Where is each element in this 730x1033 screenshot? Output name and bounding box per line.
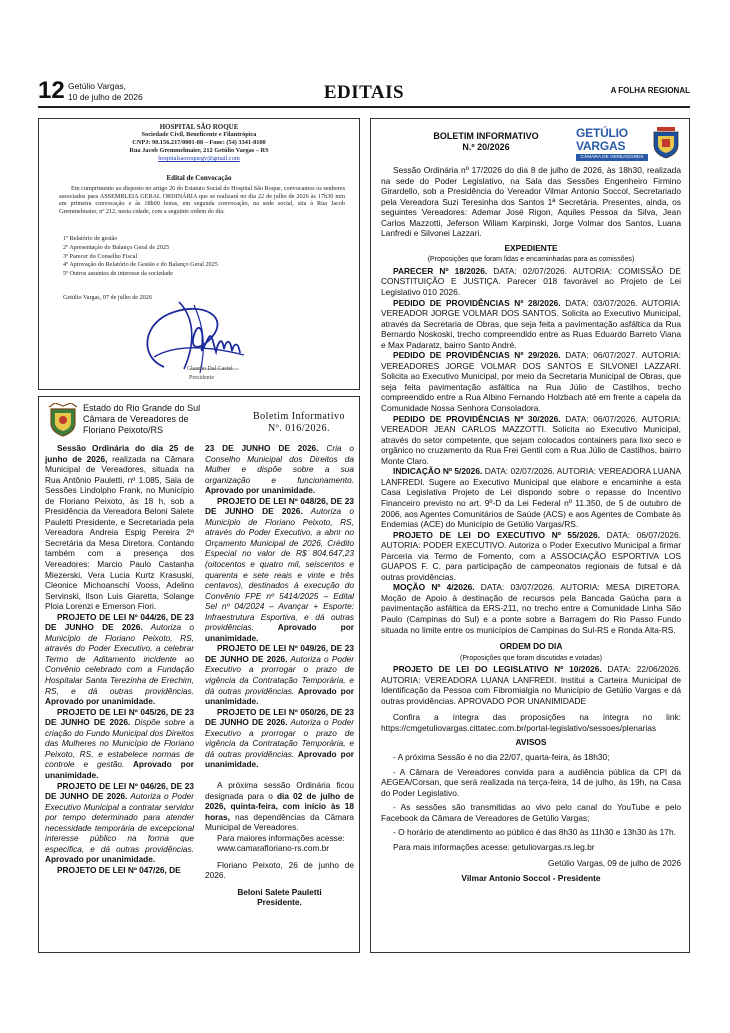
bill-title: PROJETO DE LEI Nº 044/26, DE 23 DE JUNHO DE 2026.: [45, 611, 194, 633]
hospital-subtitle: Sociedade Civil, Beneficente e Filantrópica: [141, 131, 257, 138]
section-title: EDITAIS: [323, 82, 405, 103]
bill-result: Aprovado por unanimidade.: [205, 748, 354, 770]
bill-title: PROJETO DE LEI Nº 048/26, DE 23 DE JUNHO DE 2026.: [205, 495, 354, 517]
expediente-item: [381, 466, 681, 529]
bill-paragraph: [45, 612, 194, 707]
expediente-item: [381, 414, 681, 467]
item-title: PEDIDO DE PROVIDÊNCIAS Nº 30/2026.: [393, 413, 561, 424]
state-name: Estado do Rio Grande do Sul: [83, 403, 201, 413]
item-title: PARECER Nº 18/2026.: [393, 265, 488, 276]
newspaper-name: A FOLHA REGIONAL: [610, 86, 690, 95]
edital-title: Edital de Convocação: [166, 174, 232, 182]
bill-title: PROJETO DE LEI Nº 046/26, DE 23 DE JUNHO DE 2026.: [45, 780, 194, 802]
item-text: DATA: 02/07/2026. AUTORIA: VEREADORA LUANA LANFREDI. Sugere ao Executivo Municipal que elabore e encaminhe a esta Casa Legislativa Projeto de Lei dispondo sobre o repasse do Incentivo Financeiro previsto no art. 9º-D da Lei Federal nº 11.350, de 5 de outubro de 2006, aos Agentes Comunitários de Saúde (ACS) e aos Agentes de Combate às Endemias (ACE) do Município de Getúlio Vargas/RS.: [381, 466, 681, 530]
bill-result: Aprovado por unanimidade.: [205, 485, 316, 496]
bill-title: PROJETO DE LEI Nº 047/26, DE: [57, 864, 181, 875]
item-text: DATA: 06/07/2026. AUTORIA: VEREADOR JEAN CARLOS MAZZOTTI. Solicita ao Executivo Municipal, através do setor competente, que sejam colocados containers para lixo seco e orgânico no cruzamento da Rua Frei Gentil com a Rua Júlio de Castilhos, bairro Monte Claro.: [381, 413, 681, 466]
bill-paragraph: [45, 707, 194, 781]
next-session: [205, 780, 354, 833]
bill-paragraph: [45, 781, 194, 865]
item-title: INDICAÇÃO Nº 5/2026.: [393, 466, 483, 477]
more-info-link[interactable]: Para mais informações acesse: getuliovargas.rs.leg.br: [393, 841, 595, 852]
hospital-letterhead: [39, 123, 359, 163]
city-name: Floriano Peixoto/RS: [83, 425, 164, 435]
bill-title: 23 DE JUNHO DE 2026.: [205, 443, 319, 453]
bill-text: Autoriza o Poder Executivo a prorrogar o prazo de vigência da Contratação Temporária, e dá outras providências.: [205, 717, 354, 759]
city-crest-icon: [651, 127, 681, 159]
bill-title: PROJETO DE LEI Nº 050/26, DE 23 DE JUNHO DE 2026.: [205, 706, 354, 728]
bill-text: Autoriza o Poder Executivo a prorrogar o prazo de vigência da Contratação Temporária, e dá outras providências.: [205, 653, 354, 696]
proposals-link[interactable]: Confira a íntegra das proposições na íntegra no link: https://cmgetuliovargas.cittatec.com.br/portal-legislativo/sessoes/plenarias: [381, 712, 681, 733]
bill-paragraph: [205, 707, 354, 770]
next-session-place: nas dependências da Câmara Municipal de Vereadores.: [205, 811, 354, 833]
bulletin-body: [381, 165, 681, 883]
agenda-list: [63, 235, 218, 279]
hospital-email-link[interactable]: hospitalsaoroquegv@gmail.com: [158, 155, 240, 162]
chamber-name: Câmara de Vereadores de: [83, 414, 189, 424]
logo-subtitle: CÂMARA DE VEREADORES: [576, 154, 648, 161]
session-paragraph: [45, 443, 194, 612]
bulletin-label: Boletim Informativo: [253, 411, 345, 422]
bill-result: Aprovado por unanimidade.: [45, 759, 194, 780]
item-text: DATA: 03/07/2026. AUTORIA: VEREADOR JORGE VOLMAR DOS SANTOS. Solicita ao Executivo Municipal, através da Secretaria de Obras, que seja feita a pavimentação asfáltica da Rua Bernardo Noskoski, trecho compreendido entre as Ruas Eduardo Barreto Viana e Max Padaratz, bairro Santo André.: [381, 297, 681, 350]
page-number: 12: [38, 77, 65, 104]
expediente-item: [381, 350, 681, 413]
item-text: DATA: 03/07/2026. AUTORIA: MESA DIRETORA. Moção de Apoio à destinação de recursos pela Bancada Gaúcha para a pavimentação asfáltica da ERS-211, no trecho entre a Comunidade Linha São Paulo (Campinas do Sul) e a ponte sobre a Barragem do Rio Passo Fundo situada no limite entre os municípios de Campinas do Sul-RS e Ronda Alta-RS.: [381, 582, 681, 635]
expediente-item: [381, 530, 681, 583]
logo-name: GETÚLIO VARGAS: [576, 126, 628, 153]
chamber-logo: [576, 127, 648, 161]
hospital-notice: [38, 118, 360, 390]
bill-paragraph: [205, 496, 354, 644]
bulletin-label: BOLETIM INFORMATIVO: [433, 131, 539, 141]
aviso-item: - O horário de atendimento ao público é das 8h30 às 11h30 e 13h30 às 17h.: [393, 827, 676, 838]
floriano-bulletin: [38, 396, 360, 953]
expediente-heading: EXPEDIENTE: [504, 242, 558, 253]
header-date: 10 de julho de 2026: [68, 92, 143, 102]
aviso-item: - As sessões são transmitidas ao vivo pelo canal do YouTube e pelo Facebook da Câmara de Vereadores de Getúlio Vargas;: [381, 802, 681, 823]
agenda-item: 4º Aprovação do Relatório de Gestão e do Balanço Geral 2025: [63, 261, 218, 269]
municipal-crest-icon: [47, 403, 79, 437]
expediente-subtitle: (Proposições que foram lidas e encaminhadas para as comissões): [427, 256, 635, 264]
avisos-heading: AVISOS: [515, 737, 547, 748]
item-text: DATA: 06/07/2026. AUTORIA: PODER EXECUTIVO. Autoriza o Poder Executivo Municipal a firmar Parceria via Termo de Fomento, com a ASSOCIAÇÃO ESPORTIVA LOS GUAPOS F. C. para participação de campeonatos regionais de futsal e dá outras providências.: [381, 529, 681, 582]
item-title: PEDIDO DE PROVIDÊNCIAS Nº 28/2026.: [393, 297, 561, 308]
signer-name: Beloni Salete Pauletti: [237, 886, 322, 897]
item-title: PROJETO DE LEI DO LEGISLATIVO Nº 10/2026.: [393, 664, 602, 675]
more-info: Para maiores informações acesse:: [217, 832, 345, 843]
item-text: DATA: 02/07/2026. AUTORIA: COMISSÃO DE CONSTITUIÇÃO E JUSTIÇA. Parecer 018 favorável ao Projeto de Lei Legislativo 010 2026.: [381, 265, 681, 298]
agenda-item: 5º Outros assuntos de interesse da sociedade: [63, 270, 173, 278]
bulletin-number: Nº. 016/2026.: [267, 423, 331, 434]
bill-text: Autoriza o Poder Executivo Municipal a contratar servidor por tempo determinado para atender necessidade temporária de excepcional interesse público na forma que especifica, e dá outras providências.: [45, 791, 194, 854]
item-title: PEDIDO DE PROVIDÊNCIAS Nº 29/2026.: [393, 350, 561, 361]
item-text: DATA: 06/07/2027. AUTORIA: VEREADORES JORGE VOLMAR DOS SANTOS E SILVONEI LAZZARI. Solicita ao Executivo Municipal, por meio da Secretaria Municipal de Obras, que seja feita pavimentação asfáltica na Rua Júlio de Castilhos, trecho compreendido entre a Rua Albino Fernando Holzbach até em frente a capela da Comunidade Nossa Senhora Consoladora.: [381, 350, 681, 414]
signer: Vilmar Antonio Soccol - Presidente: [461, 872, 601, 883]
chamber-heading: [83, 403, 200, 436]
expediente-item: [381, 298, 681, 351]
item-title: MOÇÃO Nº 4/2026.: [393, 582, 475, 593]
hospital-address: Rua Jacob Gremmelmaier, 212 Getúlio Vargas – RS: [129, 147, 269, 154]
getulio-bulletin: [370, 118, 690, 953]
signer-name: Claudio Dal Castel: [187, 366, 233, 372]
expediente-item: [381, 266, 681, 298]
bill-text: Dispõe sobre a criação do Fundo Municipal dos Direitos das Mulheres no Município de Floriano Peixoto, RS, e estabelece normas de controle e gestão.: [45, 717, 194, 770]
bill-text: Autoriza o Município de Floriano Peixoto, RS, através do Poder Executivo, a abrir no Orçamento Municipal de 2026, Crédito Especial no valor de R$ 804.647,23 (oitocentos e quatro mil, seiscentos e quarenta e sete reais e vinte e três centavos), destinados à execução do Convênio FPE nº 5414/2025 – Edital Sel nº 04/2024 – Avançar + Esporte: Infraestrutura Esportiva, e dá outras providências.: [205, 506, 355, 633]
bill-paragraph: [205, 443, 354, 496]
session-intro: Sessão Ordinária nº 17/2026 do dia 8 de julho de 2026, às 18h30, realizada na sede do Poder Legislativo, na Sala das Sessões Engenheiro Firmino Girardello, sob a Presidência do Vereador Vilmar Antonio Soccol, Secretariado pela Vereadora Suzi Teresinha dos Santos 1ª Secretária. Presentes, ainda, os seguintes Vereadores: Ademar José Rigon, Aquiles Pessoa da Silva, Jean Carlos Mazzotti, Jeferson Wiliam Karpinski, Jorge Volmar dos Santos, Luana Lanfredi e Silvonei Lazzari.: [381, 165, 681, 239]
aviso-item: - A próxima Sessão é no dia 22/07, quarta-feira, às 18h30;: [393, 751, 610, 762]
bulletin-title: [244, 411, 354, 435]
place-date: Floriano Peixoto, 26 de junho de 2026.: [205, 859, 354, 881]
bulletin-number: N.º 20/2026: [462, 142, 510, 152]
item-text: DATA: 22/06/2026. AUTORIA: VEREADORA LUANA LANFREDI. Institui a Carteira Municipal de Identificação da Pessoa com Fibromialgia no Município de Getúlio Vargas e dá outras providências. APROVADO POR UNANIMIDADE: [381, 664, 681, 706]
signer-role: Presidente: [189, 375, 214, 381]
bulletin-column-left: [45, 443, 194, 875]
bulletin-column-right: [205, 443, 354, 908]
bill-text: Autoriza o Município de Floriano Peixoto, RS, através do Poder Executivo, a celebrar Termo de Aditamento incidente ao Convênio celebrado com a Fundação Hospitalar Santa Terezinha de Erechim, RS, e dá outras providências.: [45, 622, 195, 696]
agenda-item: 2º Apresentação do Balanço Geral de 2025: [63, 243, 170, 251]
expediente-item: [381, 582, 681, 635]
item-title: PROJETO DE LEI DO EXECUTIVO Nº 55/2026.: [393, 529, 601, 540]
aviso-item: - A Câmara de Vereadores convida para a audiência pública da CPI da AEGEA/Corsan, que será realizada na terça-feira, 14 de julho, às 19h, na Casa do Poder Legislativo.: [381, 766, 681, 798]
ordem-subtitle: (Proposições que foram discutidas e votadas): [459, 654, 603, 662]
bill-title: PROJETO DE LEI Nº 045/26, DE 23 DE JUNHO DE 2026.: [45, 706, 194, 728]
session-text: realizada na Câmara Municipal de Vereadores, situada na Rua Antônio Pauletti, nº 1.085, Sala de Sessões Lindolpho Frank, no Município de Floriano Peixoto, às 18 h, sob a Presidência da Vereadora Beloni Salete Pauletti Presidente, e Secretariada pela Vereadora Andreia Espig Pereira 2ª Secretária da Mesa Diretora. Contando também com a presença dos Vereadores: Marcio Paulo Castanha Miezerski, Vera Lucia Kurtz Krasuski, Cleonice Michoanschi Vooss, Adelino Servinski, Ilson Luis Giaretta, Solange Ploia Lorenzi e Emerson Fiori.: [45, 453, 194, 612]
website-link[interactable]: www.camarafloriano-rs.com.br: [217, 843, 330, 854]
bulletin-title: [411, 131, 561, 153]
page-header: [38, 78, 690, 108]
header-city: Getúlio Vargas,: [68, 81, 126, 91]
bill-result: Aprovado por unanimidade.: [205, 622, 354, 643]
ordem-heading: ORDEM DO DIA: [499, 641, 563, 652]
place-date: Getúlio Vargas, 09 de julho de 2026: [547, 858, 681, 869]
hospital-cnpj: CNPJ: 90.156.217/0001-88 – Fone: (54) 3341-8100: [132, 139, 266, 146]
ordem-item: [381, 664, 681, 706]
hospital-name: HOSPITAL SÃO ROQUE: [159, 123, 239, 131]
bill-paragraph: [205, 643, 354, 706]
bill-result: Aprovado por unanimidade.: [45, 696, 156, 707]
edital-place-date: Getúlio Vargas, 07 de julho de 2026: [63, 294, 152, 301]
next-session-date: dia 02 de julho de 2026, quinta-feira, com início às 18 horas,: [205, 790, 354, 822]
edital-body: Em cumprimento ao disposto no artigo 26 do Estatuto Social do Hospital São Roque, convocamos os senhores associados para ASSEMBLEIA GERAL ORDINÁRIA que se realizará no dia 22 de julho de 2026 às 17h30 min em primeira convocação e às 18h00 horas, em segunda convocação, na sede social, sita à Rua Jacob Gremmelmaier, nº 212, nesta cidade, com a seguinte ordem do dia:: [59, 185, 345, 215]
agenda-item: 3º Parecer do Conselho Fiscal: [63, 252, 138, 260]
signer-role: Presidente.: [257, 897, 302, 908]
bill-result: Aprovado por unanimidade.: [45, 854, 156, 865]
bill-text: Cria o Conselho Municipal dos Direitos da Mulher e dispõe sobre a sua organização e funcionamento.: [205, 443, 355, 485]
agenda-item: 1º Relatório de gestão: [63, 235, 118, 242]
next-session-text: A próxima sessão Ordinária ficou designada para o: [205, 779, 354, 801]
bill-result: Aprovado por unanimidade.: [205, 685, 354, 707]
session-date: Sessão Ordinária do dia 25 de junho de 2026,: [45, 443, 194, 464]
bill-title: PROJETO DE LEI Nº 049/26, DE 23 DE JUNHO DE 2026.: [205, 643, 354, 664]
